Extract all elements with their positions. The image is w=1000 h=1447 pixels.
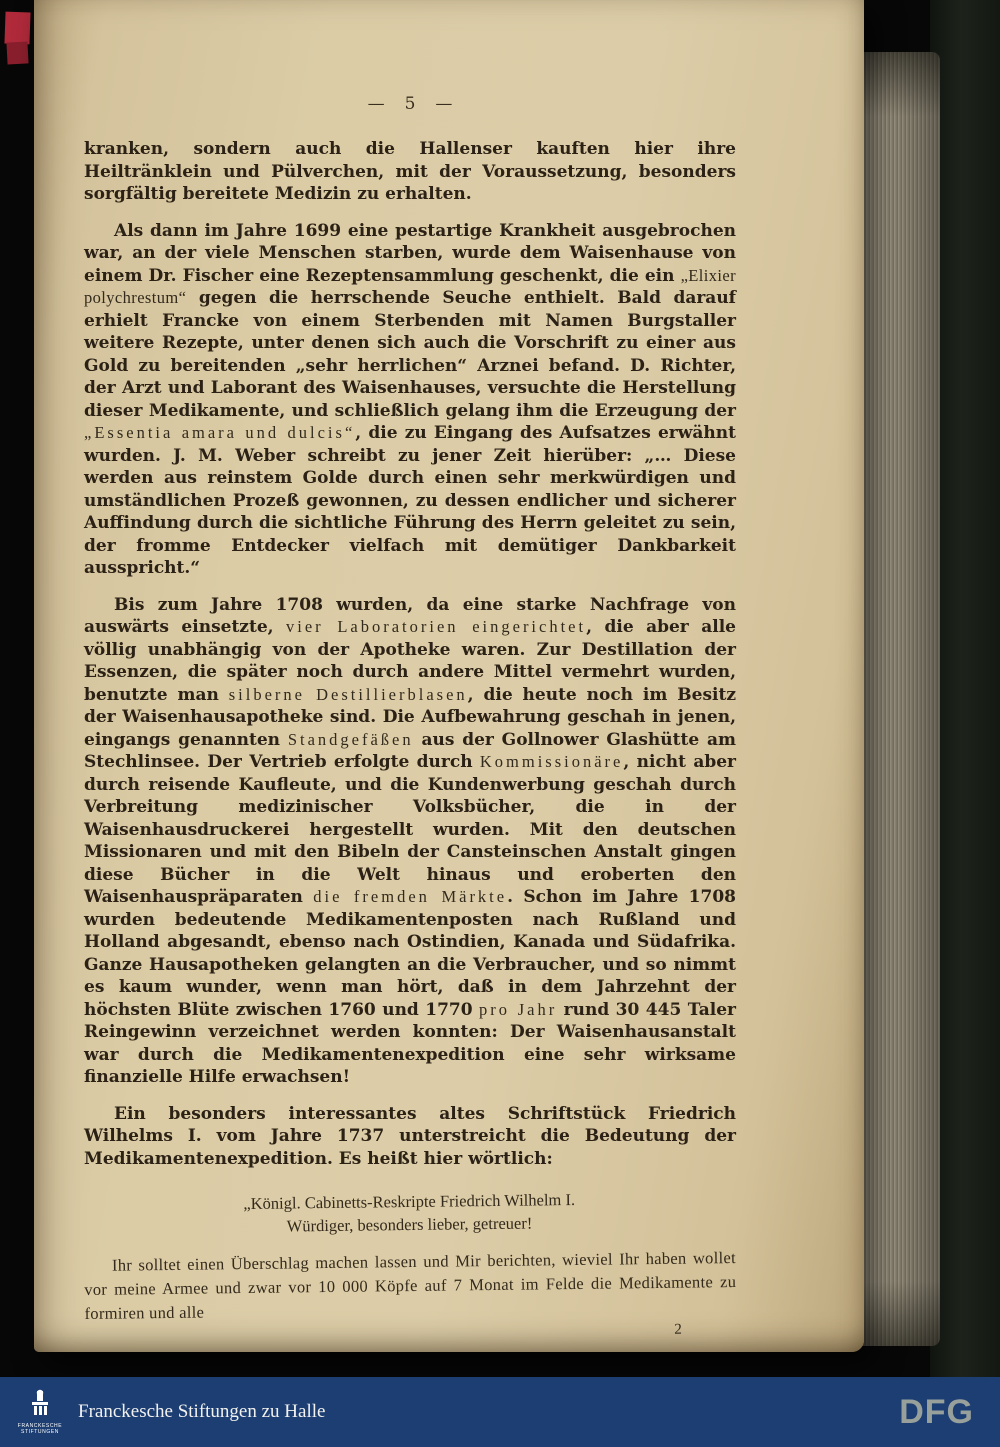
- institution-name: Franckesche Stiftungen zu Halle: [78, 1401, 326, 1422]
- text-run: , die zu Eingang des Aufsatzes erwähnt wurden. J. M. Weber schreibt zu jener Zeit hierüber: „… Diese werden aus reinstem Golde durch einen sehr merkwürdigen und umständlichen Prozeß gewonnen, zu dessen endlicher und sicherer Auffindung durch die sichtliche Führung des Herrn geleitet zu sein, der fromme Entdecker vielfach mit demütiger Dankbarkeit ausspricht.“: [84, 423, 736, 578]
- text-run: „Essentia amara und dulcis“: [84, 423, 356, 442]
- page-edges-stack: [862, 52, 940, 1346]
- page-number-dash-left: —: [367, 94, 385, 114]
- text-run: Kommissionäre: [479, 752, 624, 771]
- red-ribbon-bookmark: [4, 12, 30, 45]
- text-run: „Elixier polychrestum“: [84, 265, 736, 307]
- text-run: aus der Gollnower Glashütte am Stechlinsee. Der Vertrieb erfolgte durch: [84, 729, 736, 772]
- dfg-logo: DFG: [899, 1392, 974, 1431]
- page-number: [84, 94, 736, 114]
- letter-body: Ihr solltet einen Überschlag machen lassen und Mir berichten, wieviel Ihr haben wollet vor meine Armee und zwar vor 10 000 Köpfe auf 7 Monat im Felde die Medikamente zu formiren und alle: [84, 1248, 737, 1323]
- letter-heading-line2: Würdiger, besonders lieber, getreuer!: [286, 1213, 533, 1236]
- text-run: Als dann im Jahre 1699 eine pestartige Krankheit ausgebrochen war, an der viele Menschen starben, wurde dem Waisenhause von einem Dr. Fischer eine Rezeptensammlung geschenkt, die ein: [84, 220, 736, 286]
- letter-heading: [83, 1186, 736, 1240]
- text-run: vier Laboratorien eingerichtet: [286, 617, 587, 636]
- text-run: pro Jahr: [479, 999, 558, 1019]
- book-page: [34, 0, 864, 1352]
- franckesche-logo-caption: FRANCKESCHE STIFTUNGEN: [17, 1423, 63, 1435]
- text-run: , die heute noch im Besitz der Waisenhausapotheke sind. Die Aufbewahrung geschah in jenen, eingangs genannten: [84, 684, 736, 750]
- page-text: [84, 138, 736, 1170]
- text-run: . Schon im Jahre 1708 wurden bedeutende Medikamentenposten nach Rußland und Holland abgesandt, ebenso nach Ostindien, Kanada und Südafrika. Ganze Hausapotheken gelangten an die Verbraucher, und so nimmt es kaum wunder, wenn man hört, daß in dem Jahrzehnt der höchsten Blüte zwischen 1760 und 1770: [84, 887, 736, 1020]
- text-run: gegen die herrschende Seuche enthielt. Bald darauf erhielt Francke von einem Sterbenden mit Namen Burgstaller weitere Rezepte, unter denen sich auch die Vorschrift zu einer aus Gold zu bereitenden „sehr herrlichen“ Arznei befand. D. Richter, der Arzt und Laborant des Waisenhauses, versuchte die Herstellung dieser Medikamente, und schließlich gelang ihm die Erzeugung der: [84, 288, 736, 421]
- paragraph: [84, 594, 736, 1089]
- text-run: Bis zum Jahre 1708 wurden, da eine starke Nachfrage von auswärts einsetzte,: [84, 594, 736, 637]
- page-content: [84, 94, 736, 1342]
- page-number-value: 5: [404, 94, 416, 114]
- text-run: Standgefäßen: [287, 729, 414, 749]
- franckesche-logo-icon: [28, 1389, 52, 1421]
- text-run: kranken, sondern auch die Hallenser kauften hier ihre Heiltränklein und Pülverchen, mit der Voraussetzung, besonders sorgfältig bereitete Medizin zu erhalten.: [84, 139, 736, 204]
- paragraph: [84, 138, 736, 206]
- book-cover: [930, 0, 1000, 1447]
- text-run: silberne Destillierblasen: [228, 684, 468, 704]
- page-number-dash-right: —: [435, 94, 453, 114]
- text-run: , die aber alle völlig unabhängig von der Apotheke waren. Zur Destillation der Essenzen, die später noch durch andere Mittel vermehrt wurden, benutzte man: [84, 617, 736, 705]
- signature-mark: 2: [674, 1321, 682, 1338]
- footer-bar: [0, 1377, 1000, 1447]
- paragraph: [84, 1103, 736, 1171]
- royal-letter-block: [83, 1186, 737, 1346]
- text-run: rund 30 445 Taler Reingewinn verzeichnet werden konnten: Der Waisenhausanstalt war durch die Medikamentenexpedition eine sehr wirksame finanzielle Hilfe erwachsen!: [84, 999, 736, 1087]
- text-run: , nicht aber durch reisende Kaufleute, und die Kundenwerbung geschah durch Verbreitung medizinischer Volksbücher, die in der Waisenhausdruckerei hergestellt wurden. Mit den deutschen Missionaren und mit den Bibeln der Cansteinschen Anstalt gingen diese Bücher in die Welt hinaus und eroberten den Waisenhauspräparaten: [84, 752, 737, 907]
- red-ribbon-bookmark-tail: [6, 41, 28, 64]
- paragraph: [84, 220, 736, 580]
- franckesche-logo: [16, 1389, 64, 1435]
- text-run: Ein besonders interessantes altes Schriftstück Friedrich Wilhelms I. vom Jahre 1737 unterstreicht die Bedeutung der Medikamentenexpedition. Es heißt hier wörtlich:: [84, 1103, 736, 1169]
- text-run: die fremden Märkte: [313, 887, 508, 906]
- letter-heading-line1: „Königl. Cabinetts-Reskripte Friedrich Wilhelm I.: [243, 1189, 576, 1214]
